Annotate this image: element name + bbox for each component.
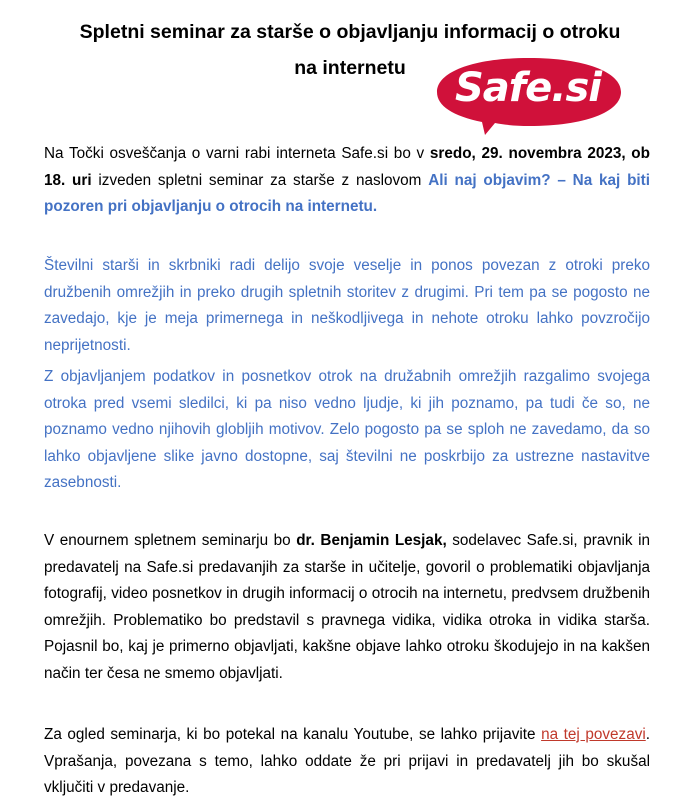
blue-paragraph-2 [44, 364, 650, 497]
blue-paragraph-1 [44, 253, 650, 359]
intro-text-1: Na Točki osveščanja o varni rabi interneta Safe.si bo v [44, 145, 430, 162]
title-line-1: Spletni seminar za starše o objavljanju informacij o otroku [79, 21, 621, 43]
event-date: sredo, 29. novembra 2023, ob 18. uri [44, 145, 650, 189]
title-line-2: na internetu [294, 57, 406, 79]
speaker-paragraph [44, 528, 650, 687]
logo-text: Safe.si [454, 65, 602, 111]
speaker-name: dr. Benjamin Lesjak, [296, 532, 447, 549]
speaker-text-2: sodelavec Safe.si, pravnik in predavatelj na Safe.si predavanjih za starše in učitelje, govoril o problematiki objavljanja fotografij, video posnetkov in drugih informacij o otrocih na internetu, predvsem družbenih omrežjih. Problematiko bo predstavil s pravnega vidika, vidika otroka in vidika starša. Pojasnil bo, kaj je primerno objavljati, kakšne objave lahko otroku škodujejo in na kakšen način ter česa ne smemo objavljati. [44, 532, 650, 682]
registration-paragraph [44, 722, 650, 802]
registration-text-2: . Vprašanja, povezana s temo, lahko oddate že pri prijavi in predavatelj jih bo skušal vključiti v predavanje. [44, 726, 650, 796]
blue-paragraph-1-text: Številni starši in skrbniki radi delijo svoje veselje in ponos povezan z otroki preko družbenih omrežjih in preko drugih spletnih storitev z drugimi. Pri tem pa se pogosto ne zavedajo, kje je meja primernega in neškodljivega in nehote otroku lahko povzročijo neprijetnosti. [44, 257, 650, 354]
intro-paragraph [44, 141, 650, 221]
intro-text-2: izveden spletni seminar za starše z naslovom [91, 171, 429, 189]
blue-paragraph-2-text: Z objavljanjem podatkov in posnetkov otrok na družabnih omrežjih razgalimo svojega otroka pred vsemi sledilci, ki pa niso vedno ljudje, ki jih poznamo, pa tudi če so, ne poznamo vedno njihovih globljih motivov. Zelo pogosto pa se sploh ne zavedamo, da so lahko objavljene slike javno dostopne, saj številni ne poskrbijo za ustrezne nastavitve zasebnosti. [44, 368, 650, 491]
registration-text-1: Za ogled seminarja, ki bo potekal na kanalu Youtube, se lahko prijavite [44, 726, 542, 743]
seminar-title: Ali naj objavim? – Na kaj biti pozoren pri objavljanju o otrocih na internetu. [44, 171, 651, 215]
registration-link[interactable]: na tej povezavi [541, 726, 646, 743]
speaker-text-1: V enournem spletnem seminarju bo [44, 532, 297, 549]
